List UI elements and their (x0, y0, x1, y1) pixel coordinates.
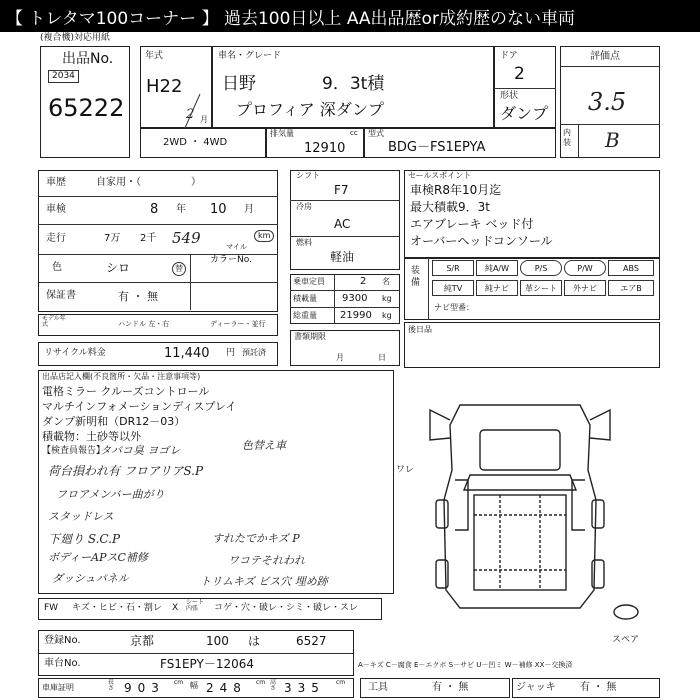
doc-date-day: 日 (378, 353, 386, 362)
score-value: 3.5 (588, 88, 627, 116)
typed-note-1: 電格ミラー クルーズコントロール (42, 385, 210, 398)
typed-note-4: 積載物：土砂等以外 (42, 430, 141, 443)
hw-note-2: 荷台損われ有 フロアリアS.P (48, 464, 204, 478)
warranty-label: 保証書 (46, 290, 76, 301)
seat-box (404, 322, 660, 368)
history-value: 自家用・（ ） (96, 177, 201, 188)
gross-label: 総重量 (293, 311, 317, 320)
hw-note-10: トリムキズ ビス穴 埋め跡 (200, 575, 328, 588)
shaken-year: 8 (150, 202, 159, 217)
dims-height-unit: cm (336, 679, 346, 686)
color-label: 色 (52, 262, 62, 273)
model-line-dealer: ディーラー・並行 (210, 320, 266, 328)
lot-number: 65222 (48, 94, 125, 122)
doc-date-label: 書類期限 (294, 332, 326, 341)
history-label: 車歴 (46, 177, 66, 188)
capacity-value: 2 (360, 276, 367, 287)
chassis-value: FS1EPY－12064 (160, 657, 255, 671)
equip-navi: 純ナビ (476, 280, 518, 296)
color-no: カラーNo. (210, 255, 252, 265)
seat-label: 後日品 (408, 325, 432, 334)
dims-len-label: 長さ (108, 679, 115, 692)
mileage-unit-km: km (254, 230, 274, 242)
equip-ext-navi: 外ナビ (564, 280, 606, 296)
interior-value: B (605, 128, 620, 152)
name-label: 車名・グレード (218, 51, 282, 61)
banner: 【 トレタマ100コーナー 】 過去100日以上 AA出品歴or成約歴のない車両 (0, 0, 700, 32)
doc-date-month: 月 (336, 353, 344, 362)
displacement-label: 排気量 (270, 129, 294, 138)
dims-width: 248 (206, 681, 247, 695)
sales-line-2: 最大積載9．3t (410, 200, 490, 214)
model-value: BDG－FS1EPYA (388, 140, 486, 155)
door-value: 2 (514, 64, 525, 84)
shaken-year-unit: 年 (176, 204, 186, 215)
defect-items: キズ・ヒビ・石・割レ (72, 603, 162, 613)
lot-sub: 2034 (48, 70, 79, 83)
defect-items-after: X (172, 603, 179, 613)
tools-label: 工具 (368, 682, 388, 693)
year-divider (140, 46, 212, 128)
mileage-man: 7万 (104, 233, 121, 244)
equipment-label: 装備 (411, 266, 421, 288)
model-line-handle: ハンドル 左・右 (118, 320, 170, 328)
notes-label: 出品店記入欄(不良箇所・欠品・注意事項等) (42, 372, 201, 381)
hw-note-3: フロアメンバー曲がり (56, 488, 165, 501)
year-month-unit: 月 (200, 115, 208, 124)
recycle-value: 11,440 (164, 346, 210, 361)
score-label: 評価点 (590, 51, 620, 62)
equip-pw: P/W (564, 260, 606, 276)
displacement-unit: cc (350, 129, 358, 137)
defect-label: FW (44, 603, 59, 613)
dims-length: 903 (124, 681, 165, 695)
mileage-sen: 2千 (140, 233, 157, 244)
dims-width-unit: cm (256, 679, 266, 686)
hw-note-9: ワコテそれわれ (228, 554, 305, 567)
jack-value: 有 ・ 無 (580, 682, 617, 693)
gross-value: 21990 (340, 310, 372, 321)
registration-pref: 京都 (130, 634, 155, 648)
recycle-note: 預託済 (242, 348, 266, 357)
dims-height: 335 (284, 681, 325, 695)
hw-note-8: すれたでかキズ P (212, 532, 300, 545)
year-label: 年式 (145, 51, 164, 61)
shift-label: シフト (296, 171, 320, 180)
recycle-unit: 円 (226, 348, 236, 358)
body-type-label: 形状 (500, 91, 519, 101)
dims-height-label: 高さ (270, 679, 277, 692)
hw-note-7: ダッシュパネル (52, 572, 129, 585)
registration-class: 100 (206, 634, 229, 648)
dims-label: 車庫証明 (42, 683, 74, 692)
shaken-month: 10 (210, 202, 227, 217)
shaken-label: 車検 (46, 204, 66, 215)
capacity-unit: 名 (382, 277, 390, 286)
capacity-label: 乗車定員 (293, 277, 325, 286)
mileage-handwritten: 549 (172, 229, 201, 247)
sales-label: セールスポイント (408, 171, 472, 180)
typed-note-3: ダンプ新明和（DR12－03） (42, 415, 186, 428)
dims-width-label: 幅 (190, 681, 198, 690)
mileage-unit-mile: マイル (226, 243, 247, 251)
color-change: 替 (172, 262, 186, 276)
typed-note-2: マルチインフォメーションディスプレイ (42, 400, 237, 413)
fuel-value: 軽油 (330, 250, 355, 264)
equip-airbag: エアB (608, 280, 654, 296)
dims-length-unit: cm (174, 679, 184, 686)
hw-note-1: タバコ臭 ヨゴレ (100, 444, 181, 457)
displacement-value: 12910 (304, 141, 346, 156)
year-value: H22 (146, 76, 183, 97)
ac-label: 冷房 (296, 202, 312, 211)
load-value: 9300 (342, 293, 368, 304)
equip-aw: 純A/W (476, 260, 518, 276)
equip-tv: 純TV (432, 280, 474, 296)
name-make: 日野 (222, 74, 256, 94)
shaken-month-unit: 月 (244, 204, 254, 215)
car-diagram (400, 380, 640, 620)
inspector-label: 【検査員報告】 (42, 446, 106, 456)
nav-model-label: ナビ型番： (434, 303, 474, 312)
sales-line-4: オーバーヘッドコンソール (410, 234, 553, 248)
spare-label: スペア (612, 635, 640, 645)
equip-abs: ABS (608, 260, 654, 276)
name-line2: プロフィア 深ダンプ (236, 100, 384, 119)
tools-value: 有 ・ 無 (432, 682, 469, 693)
body-type-value: ダンプ (500, 104, 549, 123)
registration-kana: は (248, 634, 261, 648)
load-label: 積載量 (293, 294, 317, 303)
interior-label: 内装 (563, 128, 571, 147)
hw-note-4: スタッドレス (48, 510, 114, 523)
sales-line-1: 車検R8年10月迄 (410, 183, 502, 197)
sales-line-3: エアブレーキ ベッド付 (410, 217, 534, 231)
year-month: 2 (186, 107, 195, 122)
name-grade: 9．3t積 (322, 74, 385, 94)
registration-number: 6527 (296, 634, 327, 648)
drive-value: 2WD ・ 4WD (163, 137, 228, 148)
ac-value: AC (334, 217, 351, 231)
fuel-label: 燃料 (296, 238, 312, 247)
gross-unit: kg (382, 311, 392, 320)
model-label: 型式 (368, 129, 384, 138)
equip-sr: S/R (432, 260, 474, 276)
map-label: ワレ (396, 465, 415, 475)
equip-leather: 革シート (520, 280, 562, 296)
legend: A－キズ C－腐食 E－エクボ S－サビ U－凹ミ W－補修 XX－交換済 (358, 661, 573, 669)
shift-value: F7 (334, 183, 349, 197)
sheet-label: シート内張 (186, 599, 205, 612)
door-label: ドア (500, 51, 518, 61)
color-value: シロ (106, 261, 131, 275)
model-line-label: モデル年式 (42, 315, 66, 328)
mileage-label: 走行 (46, 233, 66, 244)
sheet-items: コゲ・穴・破レ・シミ・破レ・スレ (214, 603, 359, 613)
hw-note-5: 下廻り S.C.P (48, 532, 121, 546)
equip-ps: P/S (520, 260, 562, 276)
warranty-value: 有 ・ 無 (118, 290, 158, 303)
load-unit: kg (382, 294, 392, 303)
registration-label: 登録No. (44, 635, 81, 646)
recycle-label: リサイクル料金 (44, 348, 106, 358)
lot-label: 出品No. (62, 51, 114, 67)
top-note: (複合機)対応用紙 (40, 33, 111, 43)
jack-label: ジャッキ (516, 682, 556, 693)
hw-side-note: 色替え車 (242, 439, 286, 452)
chassis-label: 車台No. (44, 658, 81, 669)
hw-note-6: ボディーAPスC補修 (48, 551, 148, 564)
